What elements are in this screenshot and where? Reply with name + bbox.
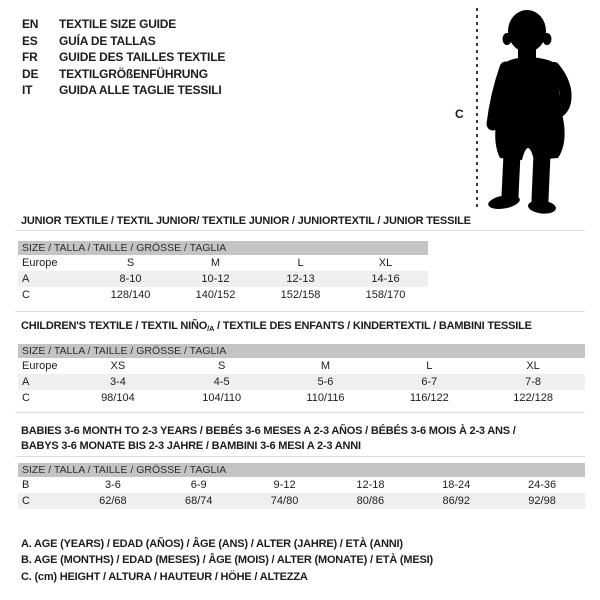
- size-table-children: [18, 344, 585, 406]
- row-label: C: [22, 392, 30, 404]
- section-title-junior: JUNIOR TEXTILE / TEXTIL JUNIOR/ TEXTILE JUNIOR / JUNIORTEXTIL / JUNIOR TESSILE: [21, 215, 471, 227]
- size-table-junior: [18, 241, 428, 303]
- size-table-babies: [18, 463, 585, 509]
- cell: M: [210, 257, 221, 269]
- table-row-height: [18, 493, 585, 509]
- language-label: TEXTILGRÖßENFÜHRUNG: [59, 66, 208, 81]
- language-code: DE: [22, 66, 39, 81]
- cell: 5-6: [317, 376, 334, 388]
- cell: 62/68: [99, 495, 127, 507]
- cell: XL: [526, 360, 540, 372]
- row-label: A: [22, 273, 30, 285]
- cell: 110/116: [306, 392, 345, 404]
- language-code: EN: [22, 17, 39, 31]
- cell: S: [126, 257, 135, 269]
- language-code: IT: [22, 83, 33, 98]
- title-subscript: /A: [207, 324, 215, 333]
- language-label: GUIDA ALLE TAGLIE TESSILI: [59, 83, 222, 98]
- language-label: GUIDE DES TAILLES TEXTILE: [59, 50, 226, 65]
- size-header-row: SIZE / TALLA / TAILLE / GRÖSSE / TAGLIA: [18, 344, 585, 358]
- row-label: Europe: [22, 257, 58, 269]
- section-divider: [15, 412, 585, 413]
- cell: L: [297, 257, 304, 269]
- cell: 12-18: [356, 479, 385, 491]
- section-title-babies: [21, 424, 516, 453]
- table-row-europe: [18, 255, 428, 271]
- section-title-children: [21, 320, 532, 333]
- footnote-b: B. AGE (MONTHS) / EDAD (MESES) / ÂGE (MOIS) / ALTER (MONATE) / ETÀ (MESI): [21, 554, 433, 567]
- cell: 8-10: [119, 273, 142, 285]
- footnote-a: A. AGE (YEARS) / EDAD (AÑOS) / ÂGE (ANS) / ALTER (JAHRE) / ETÀ (ANNI): [21, 538, 403, 550]
- cell: 12-13: [286, 273, 315, 285]
- cell: S: [218, 360, 226, 372]
- cell: 104/110: [202, 392, 242, 404]
- footnotes: [21, 536, 433, 585]
- cell: 18-24: [442, 479, 471, 491]
- title-line-1: BABIES 3-6 MONTH TO 2-3 YEARS / BEBÉS 3-6 MESES A 2-3 AÑOS / BÉBÉS 3-6 MOIS À 2-3 ANS /: [21, 425, 516, 437]
- cell: 10-12: [201, 273, 230, 285]
- size-header-row: SIZE / TALLA / TAILLE / GRÖSSE / TAGLIA: [18, 241, 428, 255]
- language-list: [22, 16, 225, 99]
- language-row: [22, 16, 225, 33]
- title-line-2: BABYS 3-6 MONATE BIS 2-3 JAHRE / BAMBINI 3-6 MESI A 2-3 ANNI: [21, 439, 361, 452]
- cell: 80/86: [356, 495, 385, 507]
- cell: 3-4: [109, 376, 126, 388]
- language-row: [22, 82, 225, 99]
- cell: XS: [110, 360, 126, 372]
- height-label-c: C: [455, 107, 464, 121]
- row-label: C: [22, 495, 30, 507]
- language-row: [22, 33, 225, 50]
- cell: L: [426, 360, 433, 372]
- table-row-height: [18, 287, 428, 303]
- title-text: / TEXTILE DES ENFANTS / KINDERTEXTIL / BAMBINI TESSILE: [214, 320, 532, 332]
- cell: 14-16: [371, 273, 400, 285]
- section-divider: [15, 456, 585, 457]
- table-row-months: [18, 477, 585, 493]
- cell: 7-8: [525, 376, 542, 388]
- row-label: Europe: [22, 360, 58, 372]
- footnote-c: C. (cm) HEIGHT / ALTURA / HAUTEUR / HÖHE / ALTEZZA: [21, 570, 308, 583]
- cell: 92/98: [528, 495, 556, 507]
- cell: XL: [378, 257, 393, 269]
- language-label: GUÍA DE TALLAS: [59, 33, 156, 48]
- cell: 9-12: [273, 479, 296, 491]
- table-row-europe: [18, 358, 585, 374]
- table-row-height: [18, 390, 585, 406]
- section-divider: [15, 311, 585, 312]
- language-label: TEXTILE SIZE GUIDE: [59, 17, 177, 31]
- cell: 74/80: [270, 495, 299, 507]
- cell: 86/92: [442, 495, 470, 507]
- cell: M: [320, 360, 331, 372]
- cell: 152/158: [280, 289, 321, 301]
- row-label: A: [22, 376, 30, 388]
- cell: 6-7: [421, 376, 438, 388]
- table-row-age: [18, 374, 585, 390]
- cell: 3-6: [104, 479, 121, 491]
- language-code: ES: [22, 33, 38, 48]
- size-header-row: SIZE / TALLA / TAILLE / GRÖSSE / TAGLIA: [18, 463, 585, 477]
- language-row: [22, 66, 225, 83]
- cell: 24-36: [527, 479, 557, 491]
- cell: 140/152: [195, 289, 236, 301]
- cell: 116/122: [409, 392, 449, 404]
- title-text: CHILDREN'S TEXTILE / TEXTIL NIÑO: [21, 320, 208, 332]
- language-row: [22, 49, 225, 66]
- cell: 122/128: [513, 392, 553, 404]
- cell: 98/104: [101, 392, 135, 404]
- row-label: B: [22, 479, 30, 491]
- cell: 4-5: [213, 376, 230, 388]
- height-dashed-line: [476, 8, 478, 208]
- table-row-age: [18, 271, 428, 287]
- section-divider: [15, 230, 585, 231]
- language-code: FR: [22, 50, 38, 65]
- cell: 68/74: [184, 495, 213, 507]
- baby-silhouette-icon: [486, 6, 580, 214]
- cell: 6-9: [190, 479, 207, 491]
- cell: 128/140: [110, 289, 151, 301]
- cell: 158/170: [365, 289, 406, 301]
- row-label: C: [22, 289, 30, 301]
